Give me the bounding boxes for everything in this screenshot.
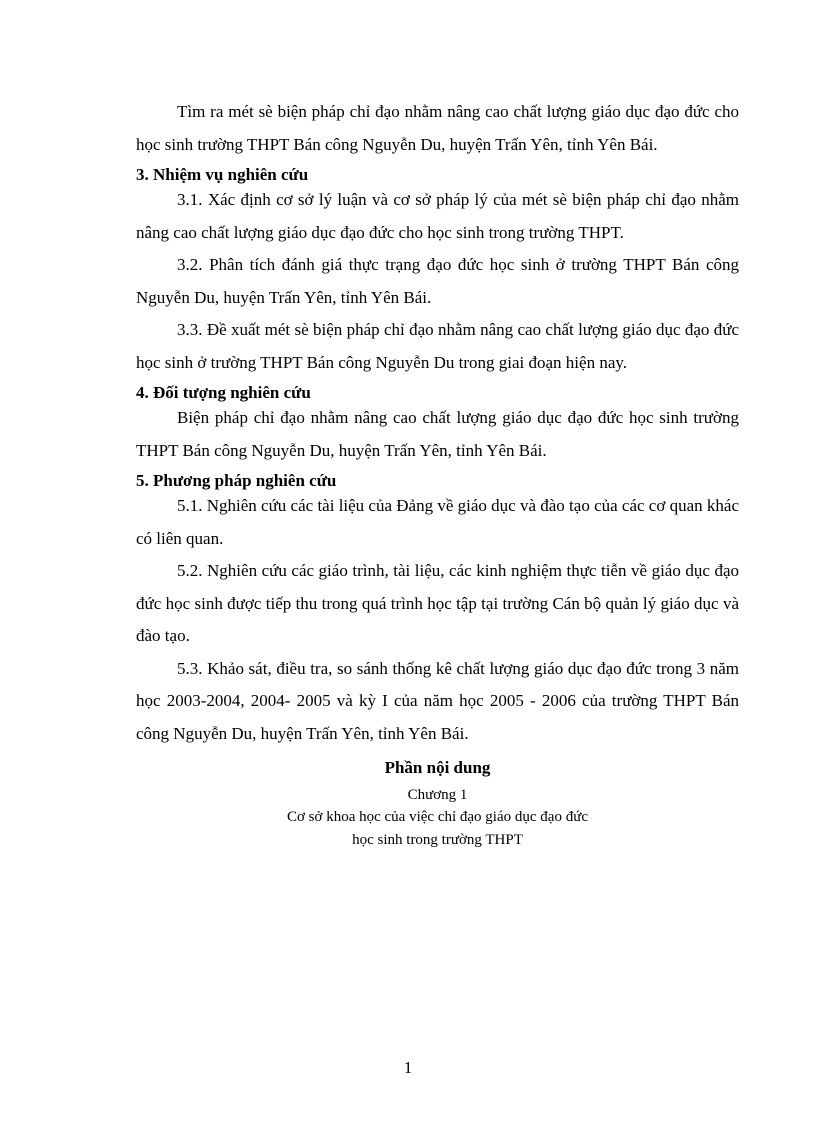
intro-paragraph: Tìm ra mét sè biện pháp chỉ đạo nhằm nâng cao chất lượng giáo dục đạo đức cho học sinh trường THPT Bán công Nguyễn Du, huyện Trấn Yên, tỉnh Yên Bái.	[136, 102, 739, 154]
section-3-item-3: 3.3. Đề xuất mét sè biện pháp chỉ đạo nhằm nâng cao chất lượng giáo dục đạo đức học sinh ở trường THPT Bán công Nguyễn Du trong giai đoạn hiện nay.	[136, 320, 739, 372]
section-4-heading: 4. Đối tượng nghiên cứu	[136, 383, 311, 402]
section-4-body: Biện pháp chỉ đạo nhằm nâng cao chất lượng giáo dục đạo đức học sinh trường THPT Bán công Nguyễn Du, huyện Trấn Yên, tỉnh Yên Bái.	[136, 408, 739, 460]
chapter-title-line-1: Cơ sở khoa học của việc chỉ đạo giáo dục đạo đức	[287, 809, 588, 825]
part-title: Phần nội dung	[384, 758, 491, 777]
section-5-item-2: 5.2. Nghiên cứu các giáo trình, tài liệu, các kinh nghiệm thực tiễn về giáo dục đạo đức học sinh được tiếp thu trong quá trình học tập tại trường Cán bộ quản lý giáo dục và đào tạo.	[136, 561, 739, 645]
section-3-item-2: 3.2. Phân tích đánh giá thực trạng đạo đức học sinh ở trường THPT Bán công Nguyễn Du, huyện Trấn Yên, tỉnh Yên Bái.	[136, 255, 739, 307]
section-3-item-1: 3.1. Xác định cơ sở lý luận và cơ sở pháp lý của mét sè biện pháp chỉ đạo nhằm nâng cao chất lượng giáo dục đạo đức cho học sinh trong trường THPT.	[136, 190, 739, 242]
page-number: 1	[403, 1058, 413, 1077]
document-body	[136, 96, 739, 852]
section-5-heading: 5. Phương pháp nghiên cứu	[136, 471, 337, 490]
chapter-label: Chương 1	[407, 787, 468, 803]
section-5-item-1: 5.1. Nghiên cứu các tài liệu của Đảng về giáo dục và đào tạo của các cơ quan khác có liên quan.	[136, 496, 739, 548]
section-5-item-3: 5.3. Khảo sát, điều tra, so sánh thống kê chất lượng giáo dục đạo đức trong 3 năm học 2003-2004, 2004- 2005 và kỳ I của năm học 2005 - 2006 của trường THPT Bán công Nguyễn Du, huyện Trấn Yên, tỉnh Yên Bái.	[136, 658, 739, 743]
section-3-heading: 3. Nhiệm vụ nghiên cứu	[136, 165, 309, 184]
chapter-title-line-2: học sinh trong trường THPT	[352, 832, 523, 848]
